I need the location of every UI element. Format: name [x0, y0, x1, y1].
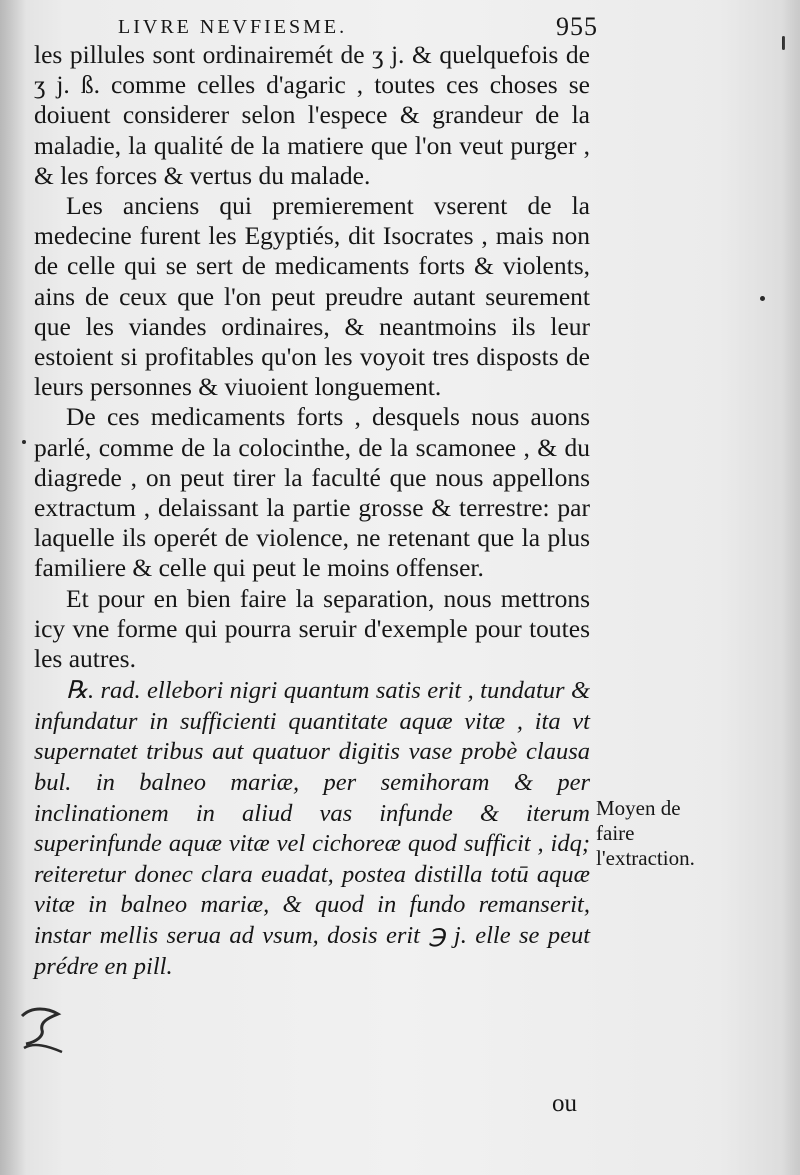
running-title: LIVRE NEVFIESME.: [118, 16, 348, 38]
ink-flourish-icon: [18, 1002, 72, 1062]
page-header: [118, 12, 598, 42]
body-text: [34, 40, 590, 982]
margin-note: Moyen de faire l'extraction.: [596, 796, 695, 870]
paragraph-4: Et pour en bien faire la separation, nous mettrons icy vne forme qui pourra seruir d'exemple pour toutes les autres.: [34, 583, 590, 674]
latin-recipe: ℞. rad. ellebori nigri quantum satis erit , tundatur & infundatur in sufficienti quantitate aquæ vitæ , ita vt supernatet tribus aut quatuor digitis vase probè clausa bul. in balneo mariæ, per semihoram & per inclinationem in aliud vas infunde & iterum superinfunde aquæ vitæ vel cichoreæ quod sufficit , idq; reiteretur donec clara euadat, postea distilla totū aquæ vitæ in balneo mariæ, & quod in fundo remanserit, instar mellis serua ad vsum, dosis erit ℈ j. elle se peut prédre en pill.: [34, 677, 590, 980]
ink-speck: [760, 296, 765, 301]
page-number: 955: [556, 12, 598, 41]
paragraph-1: les pillules sont ordinairemét de ʒ j. & quelquefois de ʒ j. ß. comme celles d'agaric , toutes ces choses se doiuent considerer selon l'espece & grandeur de la maladie, la qualité de la matiere que l'on veut purger , & les forces & vertus du malade.: [34, 40, 590, 190]
paragraph-2: Les anciens qui premierement vserent de la medecine furent les Egyptiés, dit Isocrates , mais non de celle qui se sert de medicaments forts & violents, ains de ceux que l'on peut preudre autant seurement que les viandes ordinaires, & neantmoins ils leur estoient si profitables qu'on les voyoit tres disposts de leurs personnes & viuoient longuement.: [34, 191, 590, 402]
ink-speck: [782, 36, 785, 50]
catchword: ou: [552, 1090, 577, 1117]
ink-speck: [22, 440, 26, 444]
paragraph-3: De ces medicaments forts , desquels nous auons parlé, comme de la colocinthe, de la scamonee , & du diagrede , on peut tirer la faculté que nous appellons extractum , delaissant la partie grosse & terrestre: par laquelle ils operét de violence, ne retenant que la plus familiere & celle qui peut le moins offenser.: [34, 402, 590, 583]
